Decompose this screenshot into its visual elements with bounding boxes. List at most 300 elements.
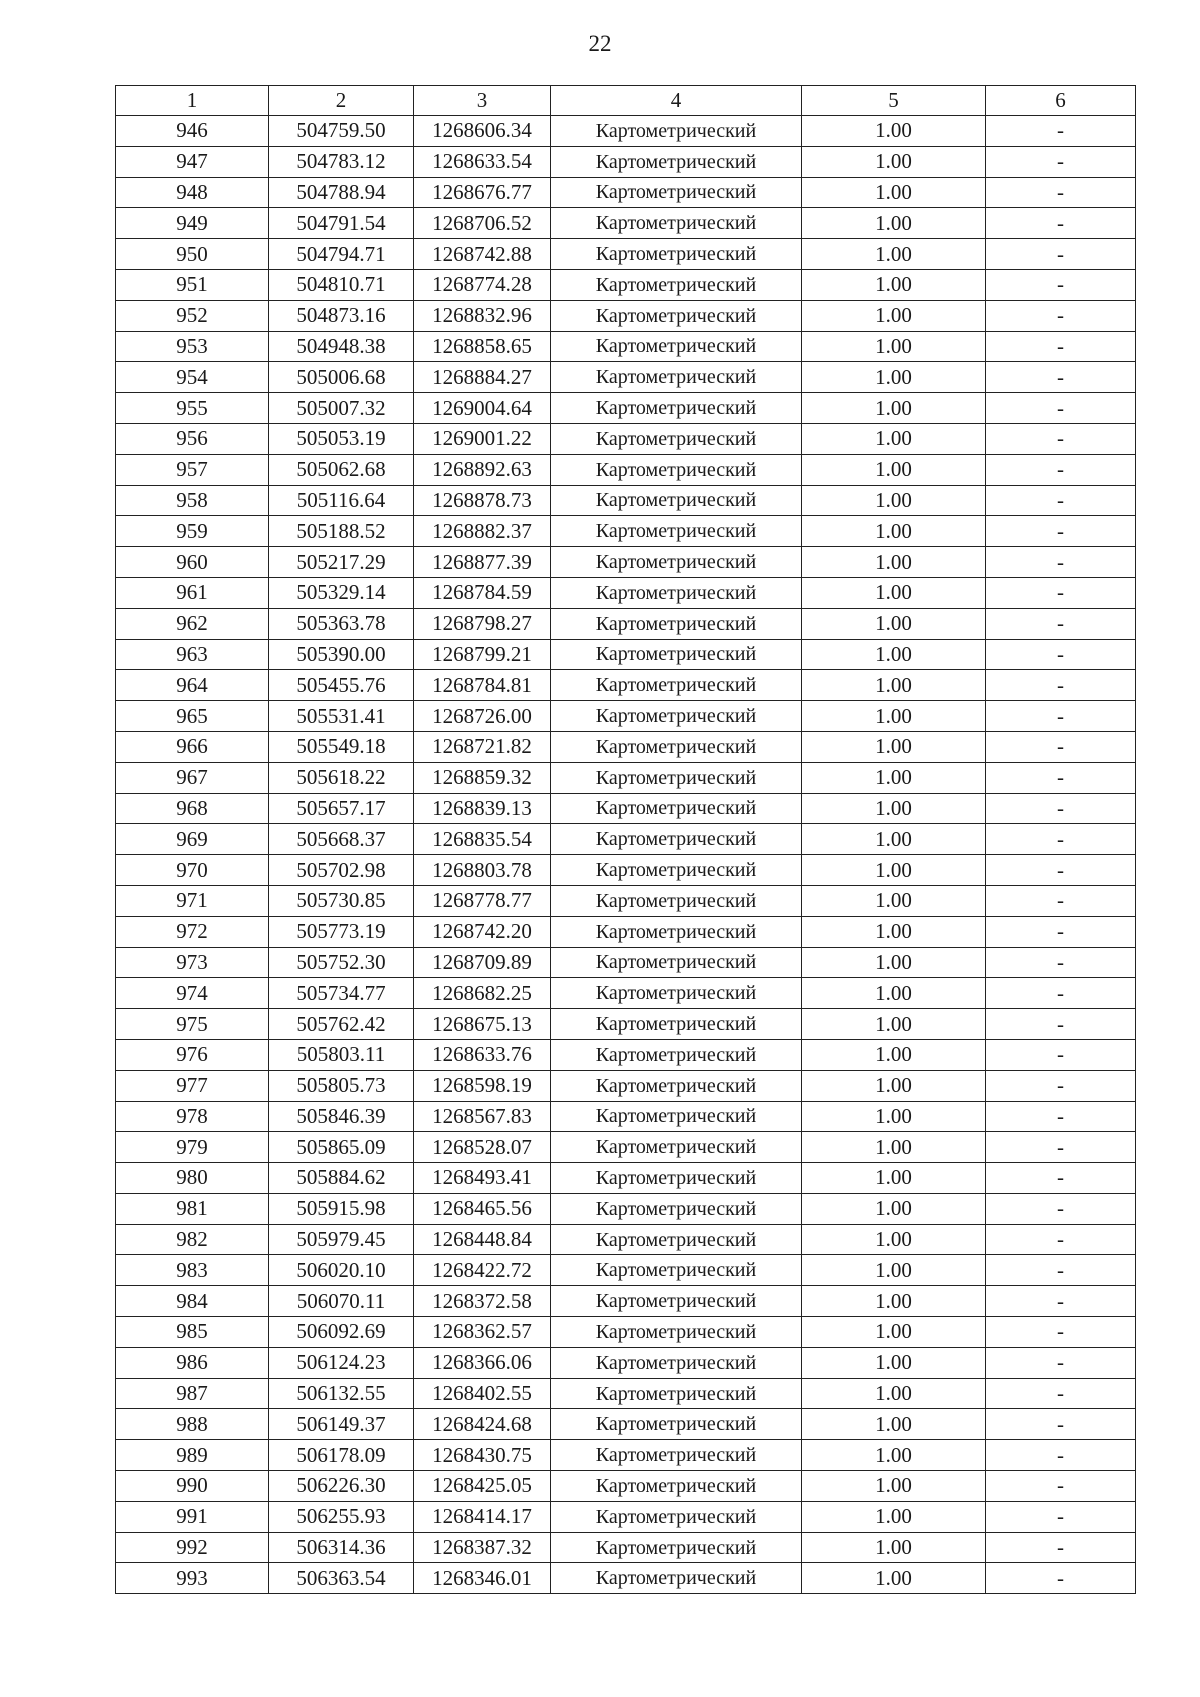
method-cell: Картометрический (551, 1378, 802, 1409)
y-coordinate-cell: 1268784.59 (414, 577, 551, 608)
table-body (116, 116, 1136, 1594)
table-row (116, 978, 1136, 1009)
description-cell: - (986, 978, 1136, 1009)
y-coordinate-cell: 1268798.27 (414, 608, 551, 639)
method-cell: Картометрический (551, 116, 802, 147)
accuracy-cell: 1.00 (802, 393, 986, 424)
method-cell: Картометрический (551, 1163, 802, 1194)
accuracy-cell: 1.00 (802, 547, 986, 578)
y-coordinate-cell: 1268706.52 (414, 208, 551, 239)
description-cell: - (986, 1039, 1136, 1070)
table-row (116, 1193, 1136, 1224)
point-number-cell: 958 (116, 485, 269, 516)
point-number-cell: 976 (116, 1039, 269, 1070)
table-row (116, 885, 1136, 916)
description-cell: - (986, 916, 1136, 947)
table-row (116, 393, 1136, 424)
point-number-cell: 990 (116, 1471, 269, 1502)
y-coordinate-cell: 1268721.82 (414, 731, 551, 762)
table-row (116, 362, 1136, 393)
method-cell: Картометрический (551, 1409, 802, 1440)
accuracy-cell: 1.00 (802, 608, 986, 639)
table-row (116, 1286, 1136, 1317)
y-coordinate-cell: 1268858.65 (414, 331, 551, 362)
point-number-cell: 946 (116, 116, 269, 147)
x-coordinate-cell: 506124.23 (269, 1347, 414, 1378)
table-row (116, 1101, 1136, 1132)
method-cell: Картометрический (551, 1039, 802, 1070)
x-coordinate-cell: 506070.11 (269, 1286, 414, 1317)
header-col-1: 1 (116, 86, 269, 116)
method-cell: Картометрический (551, 1286, 802, 1317)
table-header (116, 86, 1136, 116)
description-cell: - (986, 731, 1136, 762)
accuracy-cell: 1.00 (802, 300, 986, 331)
x-coordinate-cell: 505730.85 (269, 885, 414, 916)
point-number-cell: 969 (116, 824, 269, 855)
table-row (116, 1224, 1136, 1255)
table-row (116, 331, 1136, 362)
description-cell: - (986, 362, 1136, 393)
description-cell: - (986, 423, 1136, 454)
table-row (116, 1471, 1136, 1502)
description-cell: - (986, 1009, 1136, 1040)
method-cell: Картометрический (551, 239, 802, 270)
y-coordinate-cell: 1268774.28 (414, 269, 551, 300)
description-cell: - (986, 608, 1136, 639)
description-cell: - (986, 393, 1136, 424)
x-coordinate-cell: 505734.77 (269, 978, 414, 1009)
method-cell: Картометрический (551, 1532, 802, 1563)
x-coordinate-cell: 505979.45 (269, 1224, 414, 1255)
description-cell: - (986, 1224, 1136, 1255)
point-number-cell: 967 (116, 762, 269, 793)
y-coordinate-cell: 1268742.20 (414, 916, 551, 947)
description-cell: - (986, 1409, 1136, 1440)
accuracy-cell: 1.00 (802, 885, 986, 916)
method-cell: Картометрический (551, 824, 802, 855)
y-coordinate-cell: 1268424.68 (414, 1409, 551, 1440)
accuracy-cell: 1.00 (802, 146, 986, 177)
y-coordinate-cell: 1268726.00 (414, 701, 551, 732)
header-row (116, 86, 1136, 116)
description-cell: - (986, 146, 1136, 177)
table-row (116, 855, 1136, 886)
y-coordinate-cell: 1268832.96 (414, 300, 551, 331)
accuracy-cell: 1.00 (802, 670, 986, 701)
table-row (116, 146, 1136, 177)
x-coordinate-cell: 505668.37 (269, 824, 414, 855)
point-number-cell: 963 (116, 639, 269, 670)
table-row (116, 1070, 1136, 1101)
x-coordinate-cell: 504759.50 (269, 116, 414, 147)
point-number-cell: 966 (116, 731, 269, 762)
method-cell: Картометрический (551, 393, 802, 424)
y-coordinate-cell: 1268778.77 (414, 885, 551, 916)
accuracy-cell: 1.00 (802, 423, 986, 454)
x-coordinate-cell: 504783.12 (269, 146, 414, 177)
description-cell: - (986, 1317, 1136, 1348)
description-cell: - (986, 269, 1136, 300)
point-number-cell: 991 (116, 1501, 269, 1532)
y-coordinate-cell: 1268839.13 (414, 793, 551, 824)
method-cell: Картометрический (551, 1193, 802, 1224)
x-coordinate-cell: 505062.68 (269, 454, 414, 485)
accuracy-cell: 1.00 (802, 454, 986, 485)
description-cell: - (986, 547, 1136, 578)
y-coordinate-cell: 1268430.75 (414, 1440, 551, 1471)
table-row (116, 670, 1136, 701)
point-number-cell: 978 (116, 1101, 269, 1132)
point-number-cell: 982 (116, 1224, 269, 1255)
point-number-cell: 952 (116, 300, 269, 331)
table-row (116, 1132, 1136, 1163)
method-cell: Картометрический (551, 146, 802, 177)
table-row (116, 516, 1136, 547)
x-coordinate-cell: 505217.29 (269, 547, 414, 578)
y-coordinate-cell: 1268387.32 (414, 1532, 551, 1563)
x-coordinate-cell: 505363.78 (269, 608, 414, 639)
y-coordinate-cell: 1268676.77 (414, 177, 551, 208)
y-coordinate-cell: 1268402.55 (414, 1378, 551, 1409)
table-row (116, 639, 1136, 670)
y-coordinate-cell: 1268493.41 (414, 1163, 551, 1194)
method-cell: Картометрический (551, 331, 802, 362)
description-cell: - (986, 1193, 1136, 1224)
x-coordinate-cell: 506092.69 (269, 1317, 414, 1348)
method-cell: Картометрический (551, 762, 802, 793)
x-coordinate-cell: 506314.36 (269, 1532, 414, 1563)
method-cell: Картометрический (551, 1132, 802, 1163)
y-coordinate-cell: 1268448.84 (414, 1224, 551, 1255)
method-cell: Картометрический (551, 639, 802, 670)
y-coordinate-cell: 1268742.88 (414, 239, 551, 270)
y-coordinate-cell: 1268346.01 (414, 1563, 551, 1594)
x-coordinate-cell: 505549.18 (269, 731, 414, 762)
coordinates-table (115, 85, 1136, 1594)
table-row (116, 1409, 1136, 1440)
method-cell: Картометрический (551, 978, 802, 1009)
accuracy-cell: 1.00 (802, 762, 986, 793)
description-cell: - (986, 1132, 1136, 1163)
method-cell: Картометрический (551, 1317, 802, 1348)
description-cell: - (986, 1501, 1136, 1532)
point-number-cell: 989 (116, 1440, 269, 1471)
accuracy-cell: 1.00 (802, 1255, 986, 1286)
y-coordinate-cell: 1268675.13 (414, 1009, 551, 1040)
description-cell: - (986, 485, 1136, 516)
point-number-cell: 953 (116, 331, 269, 362)
description-cell: - (986, 670, 1136, 701)
y-coordinate-cell: 1268362.57 (414, 1317, 551, 1348)
point-number-cell: 980 (116, 1163, 269, 1194)
description-cell: - (986, 577, 1136, 608)
x-coordinate-cell: 505618.22 (269, 762, 414, 793)
method-cell: Картометрический (551, 547, 802, 578)
table-row (116, 1440, 1136, 1471)
table-row (116, 208, 1136, 239)
description-cell: - (986, 1101, 1136, 1132)
x-coordinate-cell: 505702.98 (269, 855, 414, 886)
table-row (116, 762, 1136, 793)
description-cell: - (986, 1286, 1136, 1317)
table-row (116, 701, 1136, 732)
accuracy-cell: 1.00 (802, 1532, 986, 1563)
method-cell: Картометрический (551, 300, 802, 331)
point-number-cell: 979 (116, 1132, 269, 1163)
method-cell: Картометрический (551, 208, 802, 239)
x-coordinate-cell: 504948.38 (269, 331, 414, 362)
header-col-6: 6 (986, 86, 1136, 116)
accuracy-cell: 1.00 (802, 731, 986, 762)
description-cell: - (986, 1440, 1136, 1471)
accuracy-cell: 1.00 (802, 331, 986, 362)
point-number-cell: 977 (116, 1070, 269, 1101)
accuracy-cell: 1.00 (802, 1347, 986, 1378)
y-coordinate-cell: 1268372.58 (414, 1286, 551, 1317)
method-cell: Картометрический (551, 577, 802, 608)
method-cell: Картометрический (551, 177, 802, 208)
x-coordinate-cell: 505884.62 (269, 1163, 414, 1194)
x-coordinate-cell: 504873.16 (269, 300, 414, 331)
point-number-cell: 992 (116, 1532, 269, 1563)
point-number-cell: 960 (116, 547, 269, 578)
method-cell: Картометрический (551, 1009, 802, 1040)
table-row (116, 1163, 1136, 1194)
point-number-cell: 972 (116, 916, 269, 947)
x-coordinate-cell: 504788.94 (269, 177, 414, 208)
accuracy-cell: 1.00 (802, 1378, 986, 1409)
method-cell: Картометрический (551, 916, 802, 947)
x-coordinate-cell: 505915.98 (269, 1193, 414, 1224)
method-cell: Картометрический (551, 947, 802, 978)
point-number-cell: 947 (116, 146, 269, 177)
description-cell: - (986, 885, 1136, 916)
x-coordinate-cell: 505053.19 (269, 423, 414, 454)
point-number-cell: 950 (116, 239, 269, 270)
y-coordinate-cell: 1269004.64 (414, 393, 551, 424)
x-coordinate-cell: 505657.17 (269, 793, 414, 824)
header-col-4: 4 (551, 86, 802, 116)
description-cell: - (986, 331, 1136, 362)
y-coordinate-cell: 1268835.54 (414, 824, 551, 855)
description-cell: - (986, 1378, 1136, 1409)
x-coordinate-cell: 505805.73 (269, 1070, 414, 1101)
point-number-cell: 956 (116, 423, 269, 454)
method-cell: Картометрический (551, 608, 802, 639)
x-coordinate-cell: 505007.32 (269, 393, 414, 424)
table-row (116, 454, 1136, 485)
y-coordinate-cell: 1268598.19 (414, 1070, 551, 1101)
description-cell: - (986, 639, 1136, 670)
accuracy-cell: 1.00 (802, 208, 986, 239)
table-row (116, 177, 1136, 208)
accuracy-cell: 1.00 (802, 1563, 986, 1594)
accuracy-cell: 1.00 (802, 177, 986, 208)
description-cell: - (986, 824, 1136, 855)
table-row (116, 1317, 1136, 1348)
accuracy-cell: 1.00 (802, 577, 986, 608)
description-cell: - (986, 1255, 1136, 1286)
point-number-cell: 959 (116, 516, 269, 547)
description-cell: - (986, 1563, 1136, 1594)
table-row (116, 300, 1136, 331)
accuracy-cell: 1.00 (802, 1501, 986, 1532)
accuracy-cell: 1.00 (802, 916, 986, 947)
page-number: 22 (588, 31, 612, 56)
y-coordinate-cell: 1268682.25 (414, 978, 551, 1009)
x-coordinate-cell: 504794.71 (269, 239, 414, 270)
accuracy-cell: 1.00 (802, 639, 986, 670)
x-coordinate-cell: 505531.41 (269, 701, 414, 732)
y-coordinate-cell: 1268528.07 (414, 1132, 551, 1163)
point-number-cell: 964 (116, 670, 269, 701)
point-number-cell: 993 (116, 1563, 269, 1594)
point-number-cell: 983 (116, 1255, 269, 1286)
y-coordinate-cell: 1268784.81 (414, 670, 551, 701)
table-row (116, 1532, 1136, 1563)
table-row (116, 731, 1136, 762)
table-row (116, 485, 1136, 516)
accuracy-cell: 1.00 (802, 485, 986, 516)
method-cell: Картометрический (551, 1440, 802, 1471)
description-cell: - (986, 793, 1136, 824)
accuracy-cell: 1.00 (802, 824, 986, 855)
x-coordinate-cell: 506020.10 (269, 1255, 414, 1286)
accuracy-cell: 1.00 (802, 701, 986, 732)
method-cell: Картометрический (551, 1255, 802, 1286)
description-cell: - (986, 1532, 1136, 1563)
x-coordinate-cell: 505006.68 (269, 362, 414, 393)
point-number-cell: 986 (116, 1347, 269, 1378)
method-cell: Картометрический (551, 1101, 802, 1132)
description-cell: - (986, 454, 1136, 485)
method-cell: Картометрический (551, 1224, 802, 1255)
method-cell: Картометрический (551, 1070, 802, 1101)
description-cell: - (986, 300, 1136, 331)
table-row (116, 1255, 1136, 1286)
point-number-cell: 957 (116, 454, 269, 485)
description-cell: - (986, 177, 1136, 208)
y-coordinate-cell: 1268633.76 (414, 1039, 551, 1070)
x-coordinate-cell: 505773.19 (269, 916, 414, 947)
y-coordinate-cell: 1268606.34 (414, 116, 551, 147)
y-coordinate-cell: 1268567.83 (414, 1101, 551, 1132)
description-cell: - (986, 762, 1136, 793)
accuracy-cell: 1.00 (802, 1224, 986, 1255)
x-coordinate-cell: 505752.30 (269, 947, 414, 978)
x-coordinate-cell: 504810.71 (269, 269, 414, 300)
description-cell: - (986, 1471, 1136, 1502)
x-coordinate-cell: 506255.93 (269, 1501, 414, 1532)
y-coordinate-cell: 1268414.17 (414, 1501, 551, 1532)
description-cell: - (986, 855, 1136, 886)
point-number-cell: 968 (116, 793, 269, 824)
point-number-cell: 971 (116, 885, 269, 916)
accuracy-cell: 1.00 (802, 1009, 986, 1040)
description-cell: - (986, 701, 1136, 732)
description-cell: - (986, 1347, 1136, 1378)
x-coordinate-cell: 505188.52 (269, 516, 414, 547)
table-row (116, 1378, 1136, 1409)
point-number-cell: 970 (116, 855, 269, 886)
table-row (116, 547, 1136, 578)
accuracy-cell: 1.00 (802, 1286, 986, 1317)
x-coordinate-cell: 505803.11 (269, 1039, 414, 1070)
method-cell: Картометрический (551, 269, 802, 300)
x-coordinate-cell: 505762.42 (269, 1009, 414, 1040)
point-number-cell: 961 (116, 577, 269, 608)
accuracy-cell: 1.00 (802, 1471, 986, 1502)
accuracy-cell: 1.00 (802, 1101, 986, 1132)
point-number-cell: 965 (116, 701, 269, 732)
table-row (116, 608, 1136, 639)
description-cell: - (986, 116, 1136, 147)
header-col-5: 5 (802, 86, 986, 116)
method-cell: Картометрический (551, 516, 802, 547)
point-number-cell: 985 (116, 1317, 269, 1348)
table-row (116, 1501, 1136, 1532)
accuracy-cell: 1.00 (802, 269, 986, 300)
description-cell: - (986, 208, 1136, 239)
point-number-cell: 948 (116, 177, 269, 208)
point-number-cell: 955 (116, 393, 269, 424)
x-coordinate-cell: 505390.00 (269, 639, 414, 670)
x-coordinate-cell: 506226.30 (269, 1471, 414, 1502)
accuracy-cell: 1.00 (802, 978, 986, 1009)
y-coordinate-cell: 1268859.32 (414, 762, 551, 793)
x-coordinate-cell: 505846.39 (269, 1101, 414, 1132)
table-row (116, 1039, 1136, 1070)
x-coordinate-cell: 505116.64 (269, 485, 414, 516)
table-row (116, 916, 1136, 947)
accuracy-cell: 1.00 (802, 1409, 986, 1440)
accuracy-cell: 1.00 (802, 239, 986, 270)
accuracy-cell: 1.00 (802, 855, 986, 886)
x-coordinate-cell: 505865.09 (269, 1132, 414, 1163)
table-row (116, 577, 1136, 608)
accuracy-cell: 1.00 (802, 1317, 986, 1348)
x-coordinate-cell: 506363.54 (269, 1563, 414, 1594)
table-row (116, 793, 1136, 824)
method-cell: Картометрический (551, 793, 802, 824)
y-coordinate-cell: 1268803.78 (414, 855, 551, 886)
method-cell: Картометрический (551, 454, 802, 485)
point-number-cell: 951 (116, 269, 269, 300)
point-number-cell: 954 (116, 362, 269, 393)
point-number-cell: 949 (116, 208, 269, 239)
table-row (116, 824, 1136, 855)
accuracy-cell: 1.00 (802, 1039, 986, 1070)
y-coordinate-cell: 1268882.37 (414, 516, 551, 547)
point-number-cell: 975 (116, 1009, 269, 1040)
x-coordinate-cell: 506178.09 (269, 1440, 414, 1471)
table-row (116, 239, 1136, 270)
method-cell: Картометрический (551, 1501, 802, 1532)
point-number-cell: 984 (116, 1286, 269, 1317)
accuracy-cell: 1.00 (802, 116, 986, 147)
header-col-3: 3 (414, 86, 551, 116)
table-row (116, 423, 1136, 454)
accuracy-cell: 1.00 (802, 793, 986, 824)
accuracy-cell: 1.00 (802, 1440, 986, 1471)
method-cell: Картометрический (551, 1563, 802, 1594)
table-row (116, 1563, 1136, 1594)
y-coordinate-cell: 1268799.21 (414, 639, 551, 670)
table-row (116, 947, 1136, 978)
method-cell: Картометрический (551, 885, 802, 916)
accuracy-cell: 1.00 (802, 947, 986, 978)
